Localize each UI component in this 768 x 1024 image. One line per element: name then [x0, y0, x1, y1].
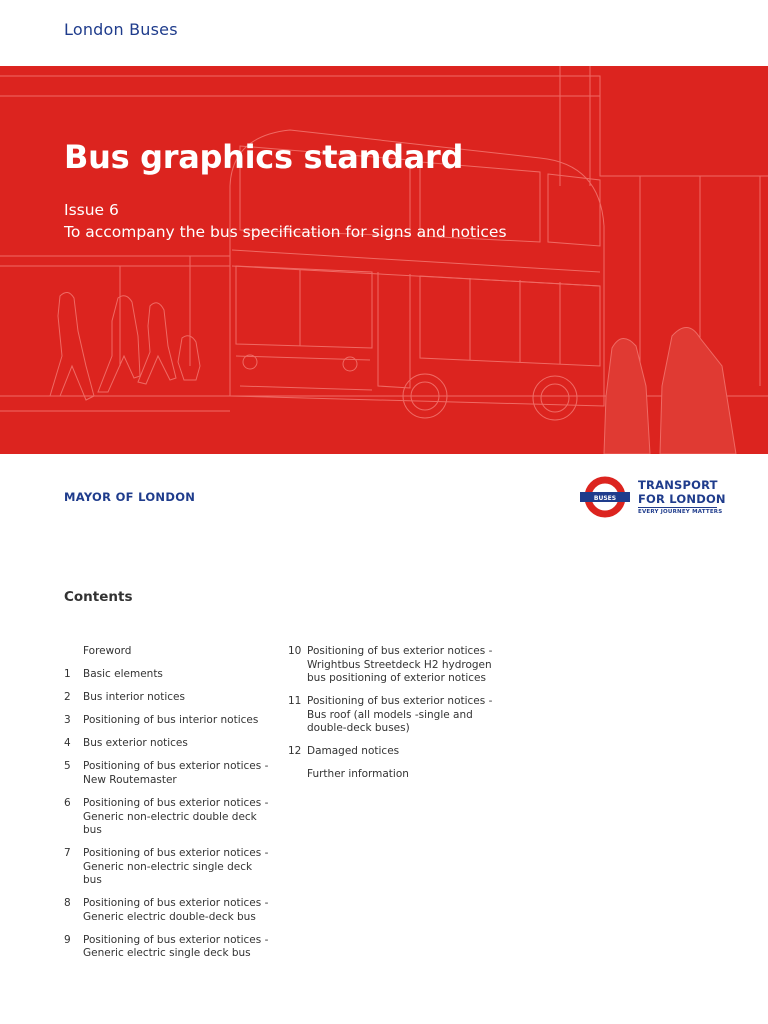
brand-title: London Buses	[64, 20, 178, 39]
mayor-of-london-logo: MAYOR OF LONDON	[64, 490, 196, 504]
toc-title: Positioning of bus exterior notices - Bus roof (all models -single and double-deck buses)	[307, 695, 493, 735]
toc-title: Bus interior notices	[83, 691, 185, 704]
toc-number: 6	[64, 797, 71, 810]
toc-number	[288, 768, 307, 782]
issue-label: Issue 6	[64, 201, 119, 219]
roundel-label: BUSES	[593, 495, 617, 502]
tfl-name-line1: TRANSPORT	[638, 478, 718, 492]
hero-banner	[0, 66, 768, 454]
toc-item[interactable]	[64, 934, 274, 961]
buses-roundel-icon	[578, 474, 632, 520]
toc-title: Positioning of bus exterior notices - Generic electric double-deck bus	[83, 897, 269, 923]
toc-title: Positioning of bus exterior notices - Generic electric single deck bus	[83, 933, 269, 960]
contents-list-left	[64, 645, 274, 970]
toc-item[interactable]	[64, 760, 274, 787]
toc-item[interactable]	[64, 737, 274, 751]
toc-item[interactable]	[64, 897, 274, 924]
toc-title: Damaged notices	[307, 745, 400, 758]
toc-number: 1	[64, 668, 71, 681]
toc-title: Positioning of bus exterior notices - Wrightbus Streetdeck H2 hydrogen bus positioning of exterior notices	[307, 645, 493, 684]
toc-item[interactable]	[288, 645, 498, 686]
toc-item[interactable]	[64, 645, 274, 659]
contents-heading: Contents	[64, 589, 133, 605]
toc-number: 4	[64, 737, 71, 750]
toc-item[interactable]	[64, 668, 274, 682]
tfl-divider	[638, 507, 717, 508]
toc-title: Further information	[307, 768, 409, 781]
toc-number: 5	[64, 760, 71, 773]
toc-title: Positioning of bus interior notices	[83, 714, 259, 727]
toc-item[interactable]	[64, 797, 274, 838]
tfl-tagline: EVERY JOURNEY MATTERS	[638, 509, 723, 515]
toc-number: 12	[288, 745, 302, 758]
toc-number	[64, 645, 83, 659]
toc-title: Positioning of bus exterior notices - Generic non-electric single deck bus	[83, 847, 269, 887]
bus-street-illustration	[0, 66, 768, 454]
toc-title: Basic elements	[83, 668, 163, 681]
toc-item[interactable]	[64, 714, 274, 728]
toc-title: Positioning of bus exterior notices - New Routemaster	[83, 760, 269, 786]
toc-number: 10	[288, 645, 302, 657]
toc-number: 3	[64, 714, 71, 727]
toc-title: Foreword	[83, 645, 132, 657]
toc-item[interactable]	[64, 691, 274, 705]
toc-title: Positioning of bus exterior notices - Generic non-electric double deck bus	[83, 797, 269, 837]
document-subtitle: To accompany the bus specification for signs and notices	[64, 223, 507, 241]
toc-number: 7	[64, 847, 71, 860]
toc-item[interactable]	[288, 695, 498, 736]
toc-item[interactable]	[288, 768, 498, 782]
toc-number: 9	[64, 933, 71, 946]
document-title: Bus graphics standard	[64, 138, 464, 176]
toc-number: 8	[64, 897, 71, 910]
toc-item[interactable]	[288, 745, 498, 759]
toc-number: 11	[288, 695, 302, 708]
tfl-name-line2: FOR LONDON	[638, 492, 726, 506]
tfl-logo	[578, 474, 738, 520]
toc-number: 2	[64, 691, 71, 704]
toc-item[interactable]	[64, 847, 274, 888]
toc-title: Bus exterior notices	[83, 737, 188, 750]
contents-list-right	[288, 645, 498, 791]
